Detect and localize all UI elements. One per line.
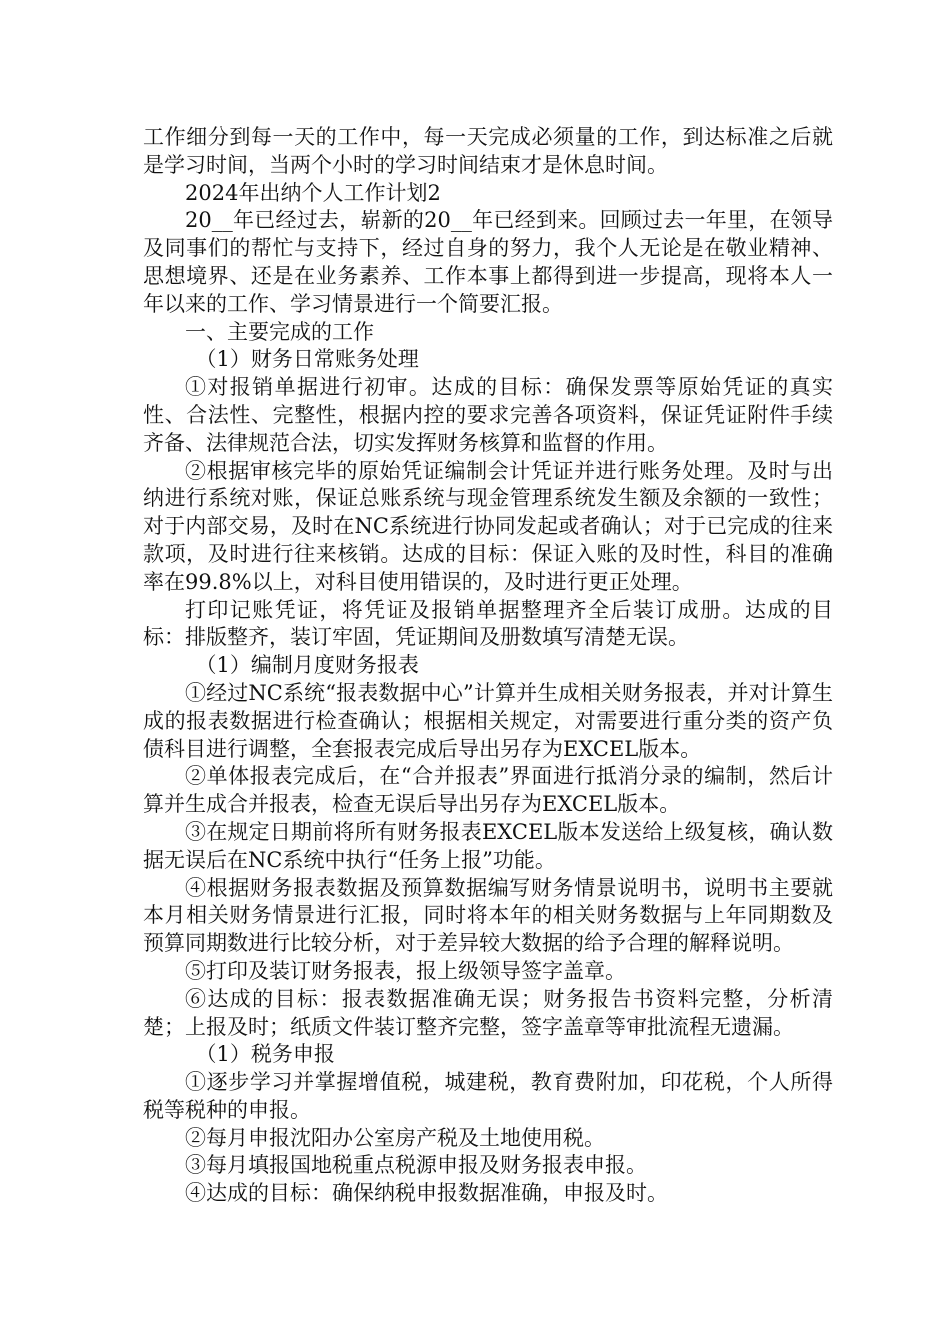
paragraph-item: ③在规定日期前将所有财务报表EXCEL版本发送给上级复核，确认数据无误后在NC系统中执行“任务上报”功能。	[143, 819, 833, 872]
paragraph-item: ②单体报表完成后，在“合并报表”界面进行抵消分录的编制，然后计算并生成合并报表，检查无误后导出另存为EXCEL版本。	[143, 764, 833, 817]
paragraph-item: ①经过NC系统“报表数据中心”计算并生成相关财务报表，并对计算生成的报表数据进行检查确认；根据相关规定，对需要进行重分类的资产负债科目进行调整，全套报表完成后导出另存为EXCEL版本。	[143, 680, 833, 761]
section-title: 2024年出纳个人工作计划2	[185, 180, 441, 205]
paragraph-item: ①逐步学习并掌握增值税，城建税，教育费附加，印花税，个人所得税等税种的申报。	[143, 1070, 833, 1122]
paragraph-item: ③每月填报国地税重点税源申报及财务报表申报。	[185, 1153, 647, 1178]
paragraph-intro: 20__年已经过去，崭新的20__年已经到来。回顾过去一年里，在领导及同事们的帮忙与支持下，经过自身的努力，我个人无论是在敬业精神、思想境界、还是在业务素养、工作本事上都得到进一步提高，现将本人一年以来的工作、学习情景进行一个简要汇报。	[143, 208, 833, 316]
paragraph-item: ⑥达成的目标：报表数据准确无误；财务报告书资料完整，分析清楚；上报及时；纸质文件装订整齐完整，签字盖章等审批流程无遗漏。	[143, 986, 833, 1039]
subheading-daily-accounting: （1）财务日常账务处理	[195, 347, 419, 372]
paragraph-continuation: 工作细分到每一天的工作中，每一天完成必须量的工作，到达标准之后就是学习时间，当两个小时的学习时间结束才是休息时间。	[143, 125, 833, 177]
paragraph-item: 打印记账凭证，将凭证及报销单据整理齐全后装订成册。达成的目标：排版整齐，装订牢固，凭证期间及册数填写清楚无误。	[143, 597, 833, 650]
paragraph-item: ⑤打印及装订财务报表，报上级领导签字盖章。	[185, 958, 626, 983]
subheading-monthly-reports: （1）编制月度财务报表	[195, 653, 419, 678]
paragraph-item: ②每月申报沈阳办公室房产税及土地使用税。	[185, 1125, 605, 1150]
paragraph-item: ④根据财务报表数据及预算数据编写财务情景说明书，说明书主要就本月相关财务情景进行汇报，同时将本年的相关财务数据与上年同期数及预算同期数进行比较分析，对于差异较大数据的给予合理的解释说明。	[143, 875, 833, 956]
subheading-tax-filing: （1）税务申报	[195, 1042, 335, 1067]
paragraph-item: ④达成的目标：确保纳税申报数据准确，申报及时。	[185, 1181, 668, 1206]
paragraph-item: ①对报销单据进行初审。达成的目标：确保发票等原始凭证的真实性、合法性、完整性，根据内控的要求完善各项资料，保证凭证附件手续齐备、法律规范合法，切实发挥财务核算和监督的作用。	[143, 375, 833, 455]
paragraph-item: ②根据审核完毕的原始凭证编制会计凭证并进行账务处理。及时与出纳进行系统对账，保证总账系统与现金管理系统发生额及余额的一致性；对于内部交易，及时在NC系统进行协同发起或者确认；对于已完成的往来款项，及时进行往来核销。达成的目标：保证入账的及时性，科目的准确率在99.8%以上，对科目使用错误的，及时进行更正处理。	[143, 458, 833, 594]
document-page	[143, 124, 833, 1208]
heading-main-work: 一、主要完成的工作	[185, 319, 374, 344]
